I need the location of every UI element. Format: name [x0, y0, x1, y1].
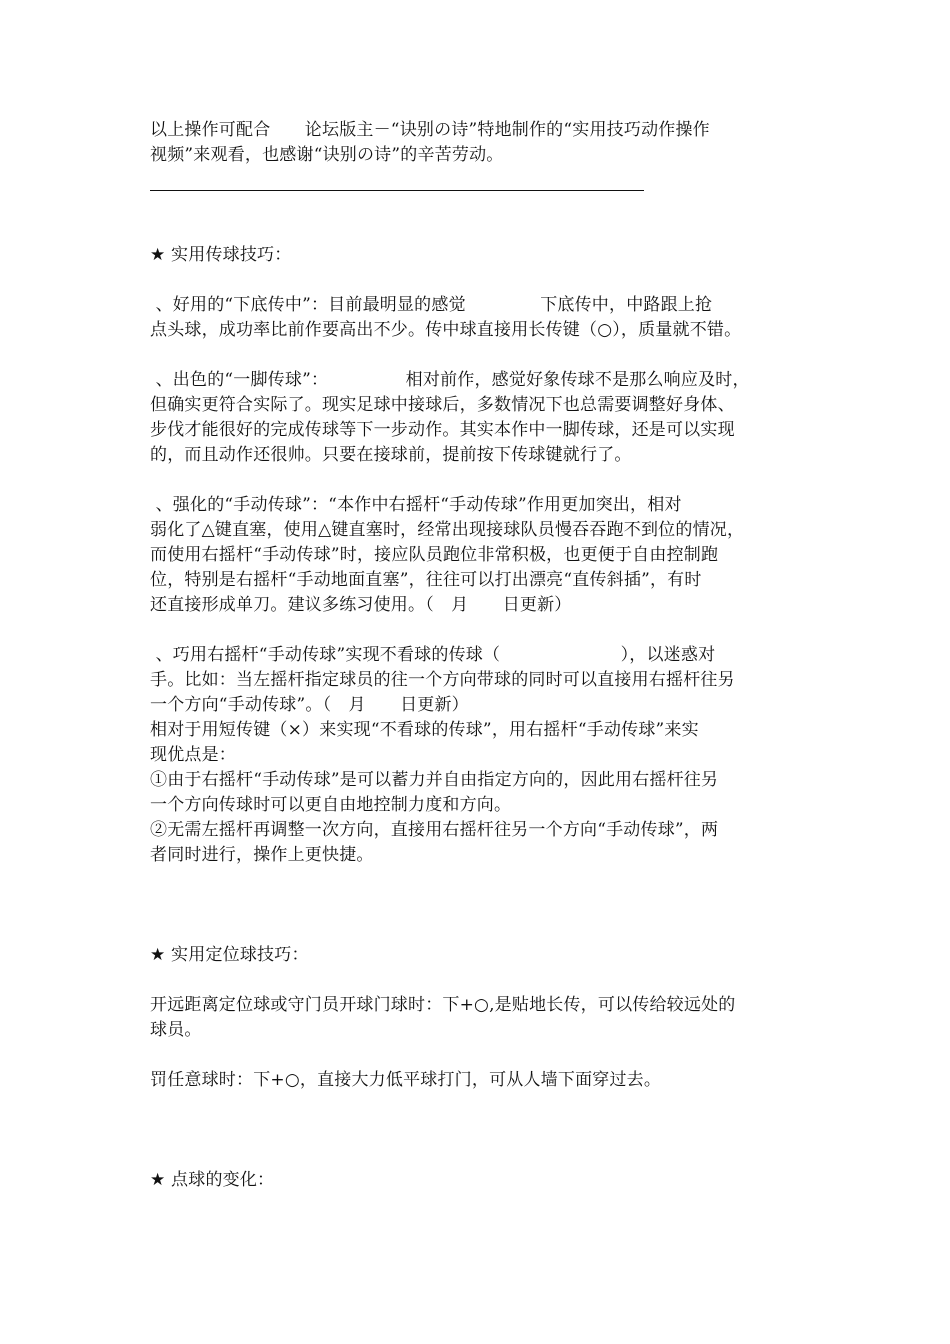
- star-icon: ★: [150, 245, 166, 265]
- passing-item3-line-4: 位，特别是右摇杆“手动地面直塞”，往往可以打出漂亮“直传斜插”，有时: [150, 570, 702, 590]
- section-title: 实用定位球技巧：: [165, 945, 309, 965]
- setpiece-para1-line-1: 开远距离定位球或守门员开球门球时：下+○,是贴地长传，可以传给较远处的: [150, 995, 736, 1015]
- passing-item3-line-2: 弱化了△键直塞，使用△键直塞时，经常出现接球队员慢吞吞跑不到位的情况，: [150, 520, 745, 540]
- section-heading-penalty: [150, 1168, 810, 1192]
- passing-item1-line-2: 点头球，成功率比前作要高出不少。传中球直接用长传键（○），质量就不错。: [150, 320, 742, 340]
- passing-item2-line-1: 、出色的“一脚传球”： 相对前作，感觉好象传球不是那么响应及时，: [150, 370, 750, 390]
- passing-item3-line-3: 而使用右摇杆“手动传球”时，接应队员跑位非常积极，也更便于自由控制跑: [150, 545, 719, 565]
- passing-item4-line-4: 相对于用短传键（×）来实现“不看球的传球”，用右摇杆“手动传球”来实: [150, 720, 699, 740]
- setpiece-para2-line-1: 罚任意球时：下+○，直接大力低平球打门，可从人墙下面穿过去。: [150, 1070, 662, 1090]
- passing-item4-line-8: ②无需左摇杆再调整一次方向，直接用右摇杆往另一个方向“手动传球”，两: [150, 820, 719, 840]
- passing-item4-line-1: 、巧用右摇杆“手动传球”实现不看球的传球（ ），以迷惑对: [150, 645, 716, 665]
- intro-line-2: 视频”来观看，也感谢“诀别の诗”的辛苦劳动。: [150, 145, 504, 165]
- passing-item4-line-9: 者同时进行，操作上更快捷。: [150, 845, 374, 865]
- section-title: 点球的变化：: [165, 1170, 275, 1190]
- horizontal-rule: [150, 190, 644, 191]
- star-icon: ★: [150, 945, 166, 965]
- passing-item4-line-2: 手。比如：当左摇杆指定球员的往一个方向带球的同时可以直接用右摇杆往另: [150, 670, 735, 690]
- passing-item3-line-5: 还直接形成单刀。建议多练习使用。（ 月 日更新）: [150, 595, 572, 615]
- section-heading-passing: [150, 243, 810, 267]
- passing-item4-line-3: 一个方向“手动传球”。（ 月 日更新）: [150, 695, 469, 715]
- passing-item1-line-1: 、好用的“下底传中”：目前最明显的感觉 下底传中，中路跟上抢: [150, 295, 713, 315]
- section-heading-setpiece: [150, 943, 810, 967]
- setpiece-para1-line-2: 球员。: [150, 1020, 202, 1040]
- section-title: 实用传球技巧：: [165, 245, 292, 265]
- passing-item4-line-7: 一个方向传球时可以更自由地控制力度和方向。: [150, 795, 512, 815]
- passing-item4-line-5: 现优点是：: [150, 745, 236, 765]
- passing-item2-line-4: 的，而且动作还很帅。只要在接球前，提前按下传球键就行了。: [150, 445, 632, 465]
- passing-item3-line-1: 、强化的“手动传球”：“本作中右摇杆“手动传球”作用更加突出，相对: [150, 495, 682, 515]
- passing-item2-line-2: 但确实更符合实际了。现实足球中接球后，多数情况下也总需要调整好身体、: [150, 395, 735, 415]
- intro-line-1: 以上操作可配合 论坛版主－“诀别の诗”特地制作的“实用技巧动作操作: [150, 120, 710, 140]
- passing-item2-line-3: 步伐才能很好的完成传球等下一步动作。其实本作中一脚传球，还是可以实现: [150, 420, 735, 440]
- star-icon: ★: [150, 1170, 166, 1190]
- passing-item4-line-6: ①由于右摇杆“手动传球”是可以蓄力并自由指定方向的，因此用右摇杆往另: [150, 770, 719, 790]
